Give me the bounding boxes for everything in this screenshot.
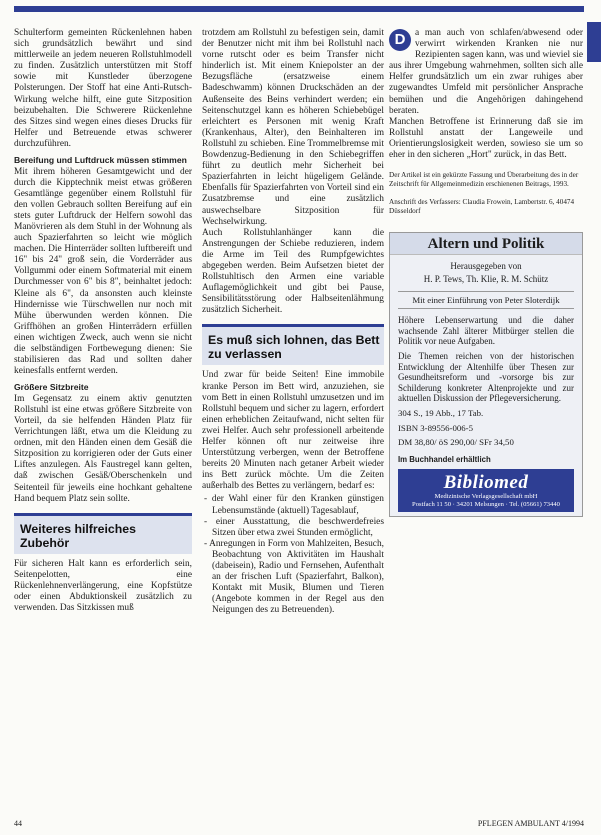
footnote-source: Der Artikel ist ein gekürzte Fassung und Überarbeitung des in der Zeitschrift für Allgemeinmedizin erschienenen Beitrags, 1993.: [389, 171, 579, 188]
column-1: [14, 28, 192, 614]
column-3: [389, 28, 583, 517]
ad-edited-by: Herausgegeben von: [450, 260, 522, 271]
paragraph: Mit ihrem höheren Gesamtgewicht und der durch die Kipptechnik meist etwas größeren Gesamtlänge gegenüber einem Rollstuhl für den vollen Gebrauch sollten Bereifung auf ein stets guter Luftdruck der Helfern sowohl das Manövrieren als dem Stuhl in der Wohnung als auch Spazierfahrten so leicht wie möglich machen. Die Hinterräder sollten luftbereift und 16" bis 24" groß sein, die Vorderräder aus Vollgummi oder einem Softmaterial mit einem Durchmesser von 6" bis 8", beinhaltet jedoch: Kleine als 6", da ansonsten auch kleinste Hindernisse wie Türschwellen nur noch mit Mühe überwunden werden können. Die Griffhöhen an großen Hinterrädern erfüllen einen wichtigen Zweck, auch wenn sie nicht die selbständigen Fortbewegung dienen: Sie stabilisieren das Rad und sollten daher keinesfalls entfernt werden.: [14, 166, 192, 377]
ad-availability: Im Buchhandel erhältlich: [398, 454, 491, 464]
section-heading-box: [14, 513, 192, 554]
page-number: 44: [14, 819, 22, 828]
section-heading-box: [202, 324, 384, 365]
header-rule: [14, 6, 584, 12]
ad-text: Die Themen reichen von der historischen Entwicklung der Altenhilfe über Thesen zur Gesundheitsreform und -vorsorge bis zur Schilderung konkreter Altenprojekte und zur aktuellen Diskussion der Pflegeversicherung.: [398, 350, 574, 404]
ad-isbn: ISBN 3-89556-006-5: [398, 422, 474, 433]
publisher-logo: [398, 469, 574, 512]
requirements-list: [202, 494, 384, 616]
paragraph-text: a man auch von schlafen/abwesend oder verwirrt wirkenden Kranken nie nur Rezipienten sagen kann, was und wieviel sie aus ihrer Umgebung wahrnehmen, sollten sich alle Helfer grundsätzlich um ein zwar ruhiges aber zugewandtes Umfeld mit persönlicher Ansprache bemühen und die Angehörigen dahingehend beraten.: [389, 28, 583, 116]
publisher-brand: Bibliomed: [443, 471, 529, 493]
column-2: [202, 28, 384, 617]
list-item: - Anregungen in Form von Mahlzeiten, Besuch, Beobachtung von Aktivitäten im Haushalt (dabeisein), Radio und Fernsehen, Aufenthalt an der frischen Luft (Spazierfahrt, Balkon), Kontakt mit Musik, Blumen und Tieren (Angebote kommen in der Regel aus den Neigungen des zu Betreuenden).: [204, 538, 384, 616]
paragraph: Im Gegensatz zu einem aktiv genutzten Rollstuhl ist eine etwas größere Sitzbreite von Vorteil, da sie helfenden Händen Platz für Verrichtungen läßt, etwa um die Kleidung zu ordnen, mit den Händen einen dem Gesäß die Sitzposition zu korrigieren oder der Guts einer Liftes anzulegen. Als Faustregel kann gelten, daß zwischen Gesäß/Oberschenkeln und Seitenteil für jeweils eine hochkant gehaltene Hand bequem Platz sein sollte.: [14, 393, 192, 504]
paragraph: Manchen Betroffene ist Erinnerung daß sie im Rollstuhl anstatt der Langeweile und Orientierungslosigkeit werden, sowieso sie um so eher in den sicheren „Hort" zurück, in das Bett.: [389, 116, 583, 161]
paragraph: [389, 28, 583, 117]
list-item: - der Wahl einer für den Kranken günstigen Lebensumstände (aktuell) Tagesablauf,: [204, 494, 384, 516]
subheading-sitzbreite: Größere Sitzbreite: [14, 382, 89, 393]
ad-pages: 304 S., 19 Abb., 17 Tab.: [398, 407, 484, 418]
section-tab: [587, 22, 601, 62]
ad-text: Höhere Lebenserwartung und die daher wachsende Zahl älterer Mitbürger stellen die Politik vor neue Aufgaben.: [398, 315, 574, 347]
ad-book-title: Altern und Politik: [390, 233, 582, 255]
publisher-tagline: Medizinische Verlagsgesellschaft mbH: [434, 492, 538, 500]
subheading-bereifung: Bereifung und Luftdruck müssen stimmen: [14, 155, 187, 166]
ad-introduction: Mit einer Einführung von Peter Sloterdijk: [398, 291, 574, 309]
paragraph: Für sicheren Halt kann es erforderlich sein, Seitenpelotten, eine Rückenlehnenverlängerung, eine Kopfstütze oder einen Abduktionskeil zusätzlich zu verwenden. Das Sitzkissen muß: [14, 558, 192, 614]
ad-price: DM 38,80/ öS 290,00/ SFr 34,50: [398, 437, 514, 448]
section-heading: Weiteres hilfreiches Zubehör: [20, 521, 136, 550]
list-item: - einer Ausstattung, die beschwerdefreies Sitzen über etwa zwei Stunden ermöglicht,: [204, 516, 384, 538]
journal-source: PFLEGEN AMBULANT 4/1994: [477, 819, 584, 828]
footnote-address: Anschrift des Verfassers: Claudia Frowein, Lambertstr. 6, 40474 Düsseldorf: [389, 198, 575, 215]
publisher-address: Postfach 11 50 · 34201 Melsungen · Tel. (05661) 73440: [412, 500, 560, 508]
paragraph: Auch Rollstuhlanhänger kann die Anstrengungen der Schiebe reduzieren, indem die Arme im Teil des Rumpfgewichtes abgegeben werden. Beim Aufsetzen bietet der Rollstuhltisch den Armen eine variable Auflagemöglichkeit und gibt bei Pause, Sensibilitätsstörung oder Halbseitenlähmung zusätzlich Sicherheit.: [202, 227, 384, 316]
ad-editors: H. P. Tews, Th. Klie, R. M. Schütz: [423, 273, 549, 284]
section-heading: Es muß sich lohnen, das Bett zu verlassen: [208, 333, 380, 362]
book-advertisement: [389, 232, 583, 517]
drop-cap: D: [389, 29, 411, 51]
paragraph: Und zwar für beide Seiten! Eine immobile kranke Person im Bett wird, anzuziehen, sie vom Bett in einen Rollstuhl umzusetzen und im Rollstuhl bequem und sicher zu lagern, erfordert einen erheblichen Zeitaufwand, nicht selten für zwei Helfer. Auch sehr professionell arbeitende Helfer können oft nur zeitweise ihre Unterstützung verbergen, wenn der Betroffene bereits 20 Minuten nach getaner Arbeit wieder ins Bett zurück möchte. Um die Zeiten außerhalb des Bettes zu verlängern, bedarf es:: [202, 370, 384, 492]
paragraph: trotzdem am Rollstuhl zu befestigen sein, damit der Benutzer nicht mit ihm bei Rollstuhl nach vorne rutscht oder es beim Transfer nicht hinderlich ist. Mit einem Kniepolster an der Bezugsfläche (ersatzweise einem Badeschwamm) können Druckschäden an der Außenseite des Beins verhindert werden; ein Seitenschutzgel kann es höheren Schiebebügel erleichtert es Personen mit wenig Kraft (Krankenhaus, Alter), den Beinhalteren im Rollstuhl zu schieben. Eine Trommelbremse mit Bowdenzug-Bedienung in den Schiebegriffen führt zu deutlich mehr Sicherheit bei Spazierfahrten in leicht hügeligem Gelände. Ebenfalls für Spazierfahrten von Vorteil sind ein Zusatzbremse und eine zusätzlich auswechselbare Sitzposition für Wechselwirkung.: [202, 28, 384, 227]
paragraph: Schulterform gemeinten Rückenlehnen haben sich grundsätzlich bewährt und sind mittlerweile an jedem neueren Rollstuhlmodell zu finden. Zusätzlich unterstützen mit Stoff sowie mit Kunstleder überzogene Polsterungen. Der Stoff hat eine Anti-Rutsch-Wirkung welche hilft, eine gute Sitzposition beizubehalten. Die Schwerere Rückenlehne des Sitzes sind wegen eines dieses Drucks für Helfer und Betreuende etwas schwerer durchzuführen.: [14, 28, 192, 149]
